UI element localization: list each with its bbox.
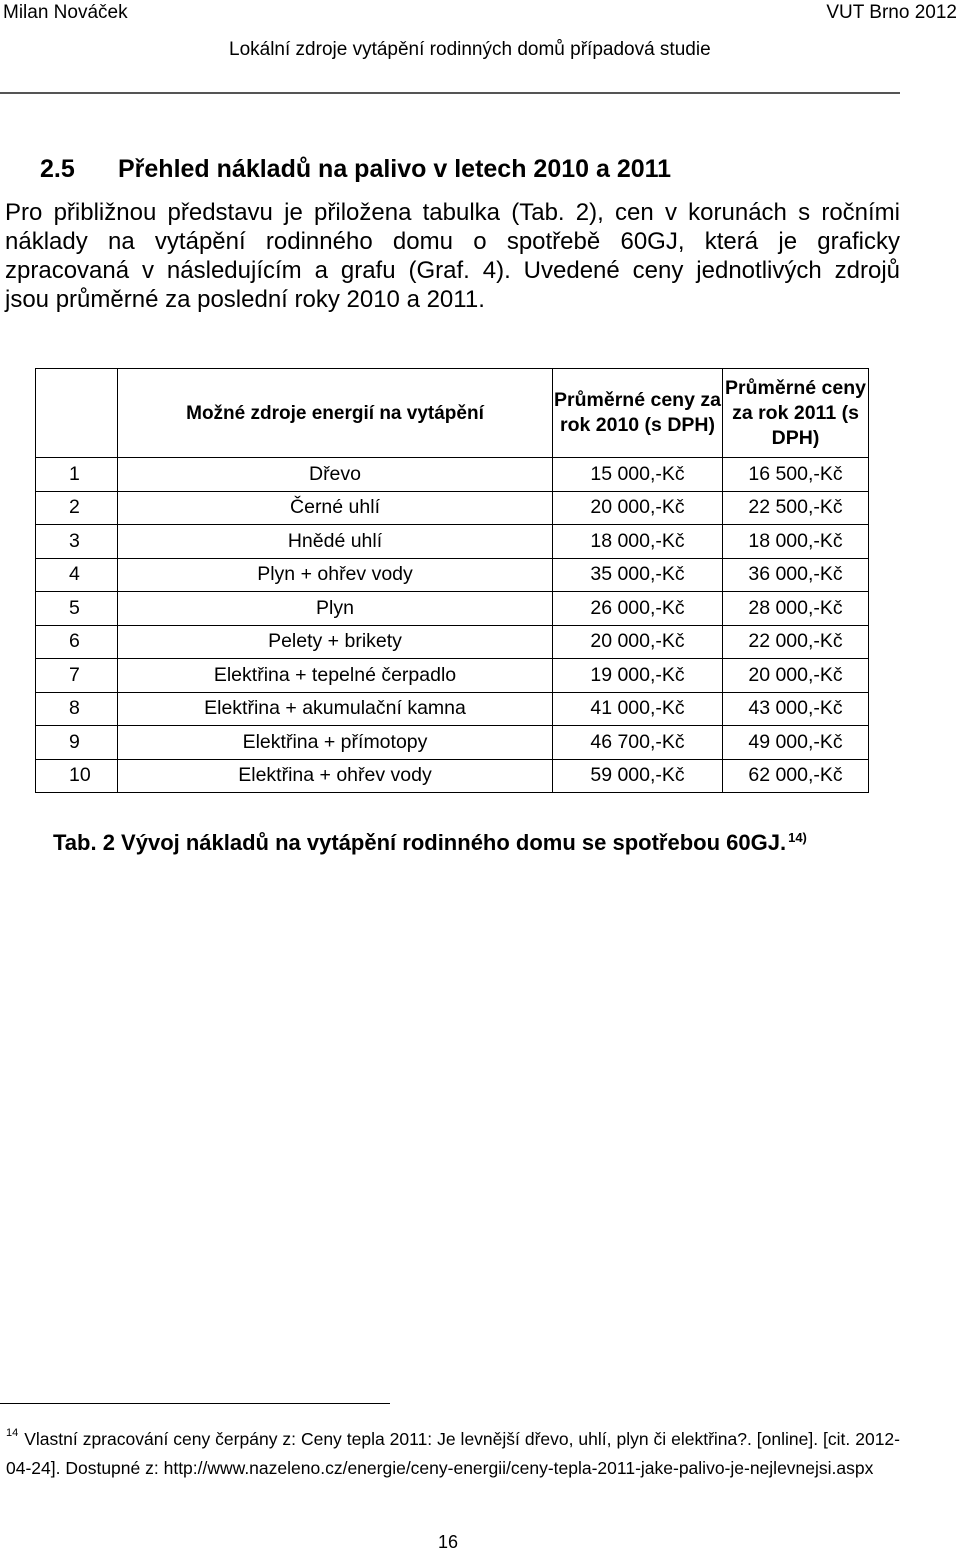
header-price-2010: Průměrné ceny za rok 2010 (s DPH) [553,369,723,458]
cell-number: 9 [36,726,118,760]
cell-number: 6 [36,625,118,659]
caption-reference: 14) [788,830,807,845]
table-row [36,525,869,559]
cell-number: 7 [36,659,118,693]
intro-line: zpracovaná v následujícím a grafu (Graf. 4). Uvedené ceny jednotlivých zdrojů [5,257,900,284]
cell-source: Černé uhlí [118,491,553,525]
cell-source: Elektřina + přímotopy [118,726,553,760]
cell-price-2011: 22 000,-Kč [723,625,869,659]
cell-source: Elektřina + akumulační kamna [118,692,553,726]
cell-price-2010: 15 000,-Kč [553,458,723,492]
cell-source: Elektřina + ohřev vody [118,759,553,793]
page-number: 16 [438,1532,459,1552]
cell-price-2010: 26 000,-Kč [553,592,723,626]
cell-price-2010: 41 000,-Kč [553,692,723,726]
table-row [36,491,869,525]
cell-price-2011: 22 500,-Kč [723,491,869,525]
cell-price-2011: 18 000,-Kč [723,525,869,559]
cell-number: 8 [36,692,118,726]
cell-source: Plyn [118,592,553,626]
cell-number: 1 [36,458,118,492]
cell-number: 5 [36,592,118,626]
cell-price-2010: 35 000,-Kč [553,558,723,592]
cell-number: 10 [36,759,118,793]
cell-number: 2 [36,491,118,525]
section-heading [40,154,671,184]
header-price-2011: Průměrné ceny za rok 2011 (s DPH) [723,369,869,458]
cell-price-2011: 62 000,-Kč [723,759,869,793]
table-row [36,692,869,726]
table-row [36,726,869,760]
header-energy-source: Možné zdroje energií na vytápění [118,369,553,458]
cell-price-2010: 19 000,-Kč [553,659,723,693]
header-institution: VUT Brno 2012 [826,2,957,23]
intro-paragraph [5,198,900,314]
cell-number: 4 [36,558,118,592]
cell-source: Elektřina + tepelné čerpadlo [118,659,553,693]
header-author: Milan Nováček [3,2,128,23]
cell-source: Plyn + ohřev vody [118,558,553,592]
cell-source: Pelety + brikety [118,625,553,659]
cell-source: Hnědé uhlí [118,525,553,559]
cell-price-2010: 20 000,-Kč [553,625,723,659]
header-subtitle: Lokální zdroje vytápění rodinných domů případová studie [229,39,711,60]
table-row [36,458,869,492]
cell-price-2011: 16 500,-Kč [723,458,869,492]
table-row [36,558,869,592]
table-caption [53,829,807,860]
cell-source: Dřevo [118,458,553,492]
cell-number: 3 [36,525,118,559]
header-number [36,369,118,458]
table-row [36,659,869,693]
cell-price-2010: 20 000,-Kč [553,491,723,525]
cell-price-2011: 20 000,-Kč [723,659,869,693]
cell-price-2010: 59 000,-Kč [553,759,723,793]
cell-price-2010: 18 000,-Kč [553,525,723,559]
table-header-row [36,369,869,458]
footnote [6,1426,900,1481]
footnote-text: Vlastní zpracování ceny čerpány z: Ceny tepla 2011: Je levnější dřevo, uhlí, plyn či elektřina?. [online]. [cit. 2012-04-24]. Dostupné z: http://www.nazeleno.cz/energie/ceny-energii/ceny-tepla-2011-jake-palivo-je-nejlevnejsi.aspx [6,1429,900,1478]
table-row [36,592,869,626]
footnote-rule [0,1403,390,1404]
cell-price-2010: 46 700,-Kč [553,726,723,760]
section-title: Přehled nákladů na palivo v letech 2010 a 2011 [118,155,672,183]
section-number: 2.5 [40,155,75,183]
cell-price-2011: 49 000,-Kč [723,726,869,760]
intro-line: Pro přibližnou představu je přiložena tabulka (Tab. 2), cen v korunách s ročními [5,199,900,226]
cell-price-2011: 36 000,-Kč [723,558,869,592]
intro-line: jsou průměrné za poslední roky 2010 a 2011. [5,286,485,313]
table-row [36,625,869,659]
cell-price-2011: 43 000,-Kč [723,692,869,726]
cell-price-2011: 28 000,-Kč [723,592,869,626]
footnote-marker: 14 [6,1427,19,1439]
header-rule [0,92,900,94]
intro-line: náklady na vytápění rodinného domu o spotřebě 60GJ, která je graficky [5,228,900,255]
table-row [36,759,869,793]
caption-text: Tab. 2 Vývoj nákladů na vytápění rodinného domu se spotřebou 60GJ. [53,830,787,855]
heating-costs-table [35,368,869,793]
